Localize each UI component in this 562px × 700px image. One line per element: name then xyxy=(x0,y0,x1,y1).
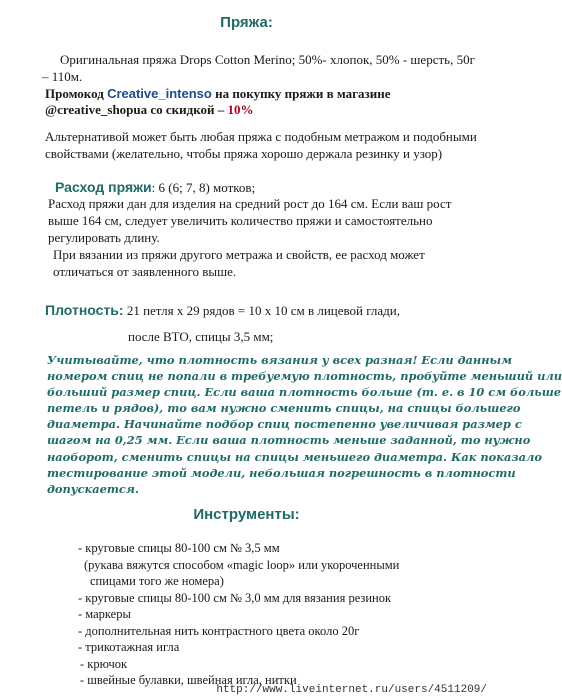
consumption-line-4: При вязании из пряжи другого метража и свойств, ее расход может xyxy=(53,247,425,262)
tools-item: - швейные булавки, швейная игла, нитки xyxy=(80,673,297,687)
tools-heading: Инструменты: xyxy=(193,506,300,523)
consumption-heading xyxy=(55,179,255,196)
promo-prefix: Промокод xyxy=(45,86,108,101)
yarn-description-line-2: – 110м. xyxy=(42,69,83,84)
promo-discount: 10% xyxy=(227,102,254,117)
promo-code: Creative_intenso xyxy=(107,86,212,101)
density-note-line: допускается. xyxy=(47,481,139,496)
alternative-line-2: свойствами (желательно, чтобы пряжа хорошо держала резинку и узор) xyxy=(45,146,443,161)
promo-line-1 xyxy=(45,86,391,102)
yarn-heading: Пряжа: xyxy=(220,14,273,31)
tools-item: - трикотажная игла xyxy=(78,640,180,654)
density-note xyxy=(47,352,562,497)
promo-line-2 xyxy=(45,102,254,118)
density-note-line: петель и рядов), то вам нужно сменить спицы, на спицы большего xyxy=(47,401,521,416)
tools-list xyxy=(78,540,399,689)
consumption-value: : 6 (6; 7, 8) мотков; xyxy=(151,180,256,195)
density-note-line: тестирование этой модели, небольшая погрешность в плотности xyxy=(47,465,516,480)
consumption-line-3: регулировать длину. xyxy=(48,230,160,245)
consumption-line-5: отличаться от заявленного выше. xyxy=(53,264,237,279)
promo-mid: на покупку пряжи в магазине xyxy=(211,86,391,101)
density-value: 21 петля х 29 рядов = 10 х 10 см в лицевой глади, xyxy=(123,303,401,318)
density-note-line: номером спиц не попали в требуемую плотность, пробуйте меньший или xyxy=(47,369,562,384)
density-note-line: наоборот, сменить спицы на спицы меньшего диаметра. Как показало xyxy=(47,449,542,464)
yarn-description-line-1: Оригинальная пряжа Drops Cotton Merino; 50%- хлопок, 50% - шерсть, 50г xyxy=(60,52,475,67)
tools-item: спицами того же номера) xyxy=(90,574,224,588)
consumption-line-1: Расход пряжи дан для изделия на средний рост до 164 см. Если ваш рост xyxy=(48,196,452,211)
density-label: Плотность: xyxy=(45,302,124,318)
tools-item: - дополнительная нить контрастного цвета около 20г xyxy=(78,623,360,638)
density-value-line-2: после ВТО, спицы 3,5 мм; xyxy=(128,329,274,344)
tools-item: (рукава вяжутся способом «magic loop» или укороченными xyxy=(84,557,400,572)
consumption-label: Расход пряжи xyxy=(55,179,152,195)
promo-shop: @creative_shopua со скидкой – xyxy=(45,102,228,117)
tools-item: - маркеры xyxy=(78,607,131,621)
tools-item: - круговые спицы 80-100 см № 3,0 мм для вязания резинок xyxy=(78,590,392,605)
footer-url: http://www.liveinternet.ru/users/4511209/ xyxy=(216,684,487,696)
tools-item: - крючок xyxy=(80,656,128,671)
density-note-line: шагом на 0,25 мм. Если ваша плотность меньше заданной, то нужно xyxy=(47,433,531,448)
density-note-line: диаметра. Начинайте подбор спиц постепенно увеличивая размер с xyxy=(47,417,522,432)
density-heading xyxy=(45,302,400,319)
density-note-line: Учитывайте, что плотность вязания у всех разная! Если данным xyxy=(47,353,512,367)
tools-item: - круговые спицы 80-100 см № 3,5 мм xyxy=(78,541,280,555)
consumption-line-2: выше 164 см, следует увеличить количество пряжи и самостоятельно xyxy=(48,213,433,228)
density-note-line: больший размер спиц. Если ваша плотность больше (т. е. в 10 см больше xyxy=(47,385,562,400)
alternative-line-1: Альтернативой может быть любая пряжа с подобным метражом и подобными xyxy=(45,129,477,144)
